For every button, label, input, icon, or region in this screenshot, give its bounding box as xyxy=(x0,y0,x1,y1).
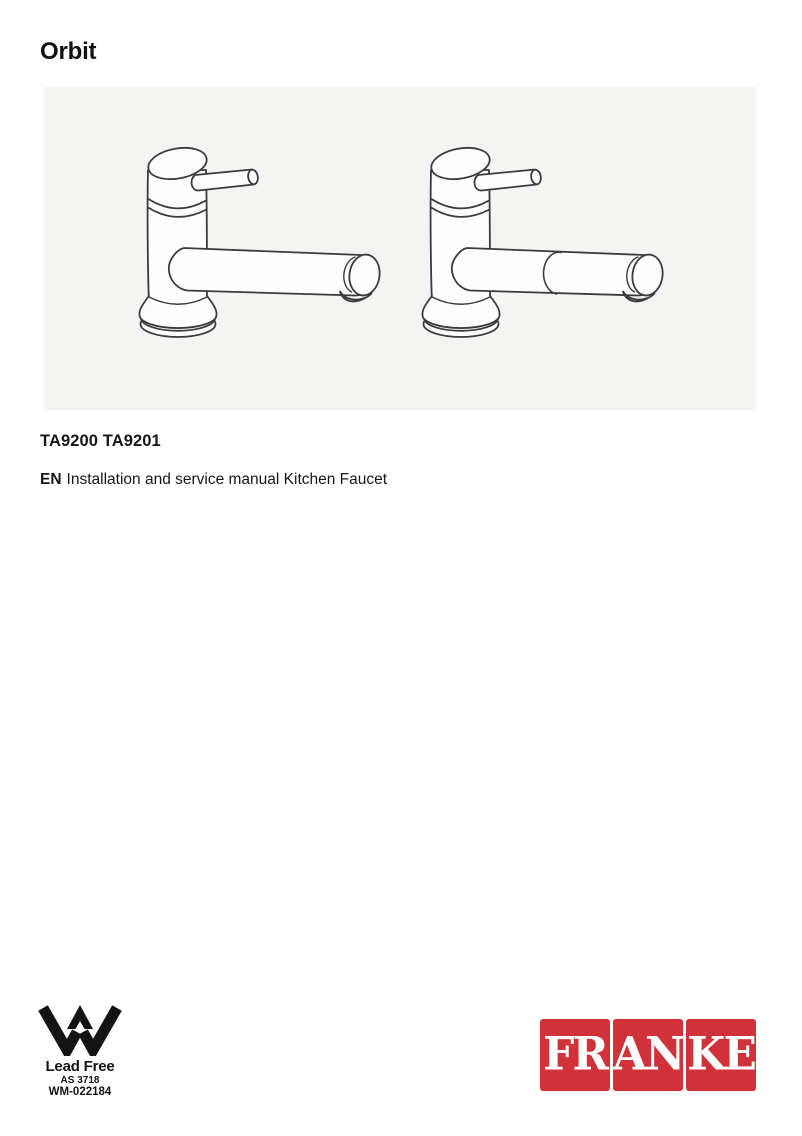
faucet-pullout-spout-illustration xyxy=(418,144,676,356)
language-code: EN xyxy=(40,471,62,488)
lead-free-label: Lead Free xyxy=(45,1058,115,1075)
manual-title-text: Installation and service manual Kitchen Faucet xyxy=(66,471,388,488)
certification-license: WM-022184 xyxy=(48,1086,112,1098)
page-title: Orbit xyxy=(40,38,97,65)
manual-subtitle xyxy=(40,471,387,489)
franke-logo-letters-fr: FR xyxy=(543,1027,607,1081)
franke-logo-letters-an: AN xyxy=(612,1027,684,1081)
franke-logo-box-1 xyxy=(540,1019,610,1091)
faucet-fixed-spout-illustration xyxy=(135,144,393,356)
product-illustration-panel xyxy=(44,87,756,410)
franke-logo-box-2 xyxy=(613,1019,683,1091)
franke-logo-letters-ke: KE xyxy=(687,1027,755,1081)
model-numbers: TA9200 TA9201 xyxy=(40,432,161,450)
certification-standard: AS 3718 xyxy=(60,1075,100,1086)
franke-logo-box-3 xyxy=(686,1019,756,1091)
watermark-certification xyxy=(32,1004,128,1099)
franke-logo xyxy=(540,1019,756,1091)
watermark-icon xyxy=(36,1004,124,1056)
